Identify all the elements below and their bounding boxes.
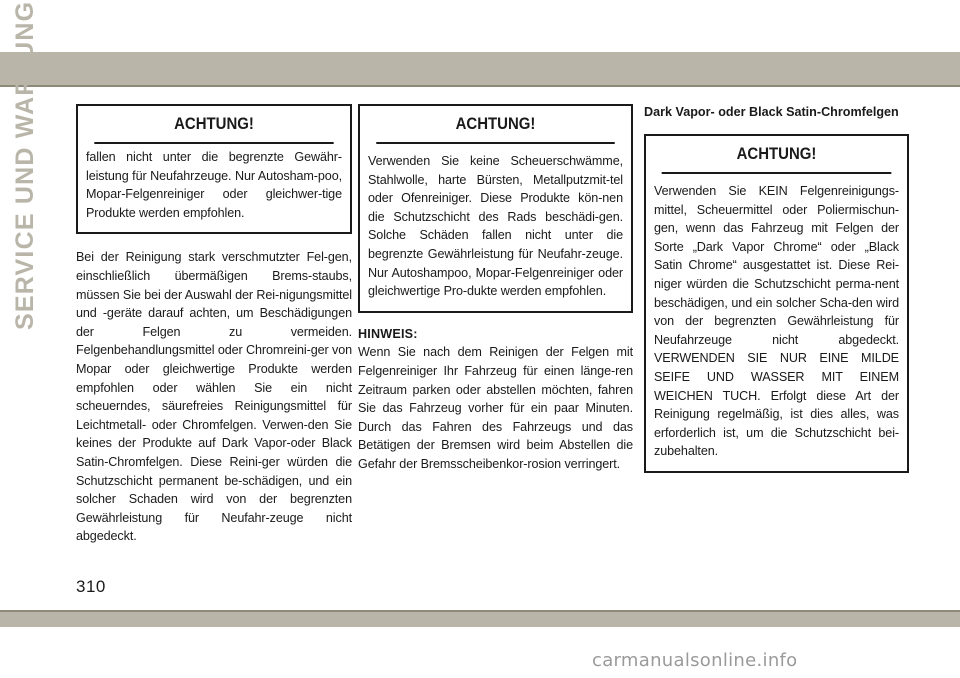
note-paragraph: Wenn Sie nach dem Reinigen der Felgen mit Felgenreiniger Ihr Fahrzeug für einen länge-ren Zeitraum parken oder abstellen möchten, fahren Sie das Fahrzeug vorher für ein paar Minuten. Durch das Fahren des Fahrzeugs und das Betätigen der Bremsen wird beim Abstellen die Gefahr der Bremsscheibenkor-rosion verringert. (358, 345, 633, 471)
column-1 (76, 104, 352, 546)
warning-text: fallen nicht unter die begrenzte Gewähr-leistung für Neufahrzeuge. Nur Autosham-poo, Mopar-Felgenreiniger oder gleichwer-tige Produkte werden empfohlen. (86, 150, 342, 220)
note-label: HINWEIS: (358, 326, 418, 341)
header-band (0, 52, 960, 85)
warning-box-3 (644, 134, 909, 473)
warning-title: ACHTUNG! (94, 106, 333, 144)
body-paragraph: Bei der Reinigung stark verschmutzter Fel-gen, einschließlich übermäßigen Brems-staubs, müssen Sie bei der Auswahl der Rei-nigungsmittel und -geräte darauf achten, um Beschädigungen der Felgen zu vermeiden. Felgenbehandlungsmittel oder Chromreini-ger von Mopar oder gleichwertige Produkte werden empfohlen oder wählen Sie ein nicht scheuerndes, säurefreies Reinigungsmittel für Leichtmetall- oder Chromfelgen. Verwen-den Sie keines der Produkte auf Dark Vapor-oder Black Satin-Chromfelgen. Diese Reini-ger würden die Schutzschicht permanent be-schädigen, und ein solcher Schaden wird von der begrenzten Gewährleistung für Neufahr-zeuge nicht abgedeckt. (76, 250, 353, 544)
warning-text: Verwenden Sie KEIN Felgenreinigungs-mittel, Scheuermittel oder Poliermischun-gen, wenn das Fahrzeug mit Felgen der Sorte „Dark Vapor Chrome“ oder „Black Satin Chrome“ ausgestattet ist. Diese Rei-niger würden die Schutzschicht perma-nent beschädigen, und ein solcher Scha-den wird von der begrenzten Gewährleistung für Neufahrzeuge nicht abgedeckt. VERWENDEN SIE NUR EINE MILDE SEIFE UND WASSER MIT EINEM WEICHEN TUCH. Erfolgt diese Art der Reinigung regelmäßig, ist dies alles, was erforderlich ist, um die Schutzschicht bei-zubehalten. (654, 184, 899, 459)
footer-band (0, 612, 960, 627)
page-number: 310 (76, 577, 106, 596)
watermark: carmanualsonline.info (592, 650, 798, 671)
section-heading: Dark Vapor- oder Black Satin-Chromfelgen (644, 105, 899, 119)
section-side-label: SERVICE UND WARTUNG (11, 0, 39, 330)
warning-box-2 (358, 104, 633, 313)
warning-text: Verwenden Sie keine Scheuerschwämme, Stahlwolle, harte Bürsten, Metallputzmit-tel oder Ofenreiniger. Diese Produkte kön-nen die Schutzschicht des Rads beschädi-gen. Solche Schäden fallen nicht unter die begrenzte Gewährleistung für Neufahr-zeuge. Nur Autoshampoo, Mopar-Felgenreiniger oder gleichwertige Pro-dukte werden empfohlen. (368, 154, 623, 299)
header-rule (0, 85, 960, 87)
warning-title: ACHTUNG! (376, 106, 614, 144)
warning-title: ACHTUNG! (662, 136, 892, 174)
column-2 (358, 104, 633, 474)
column-3 (644, 104, 909, 473)
warning-box-1 (76, 104, 352, 234)
